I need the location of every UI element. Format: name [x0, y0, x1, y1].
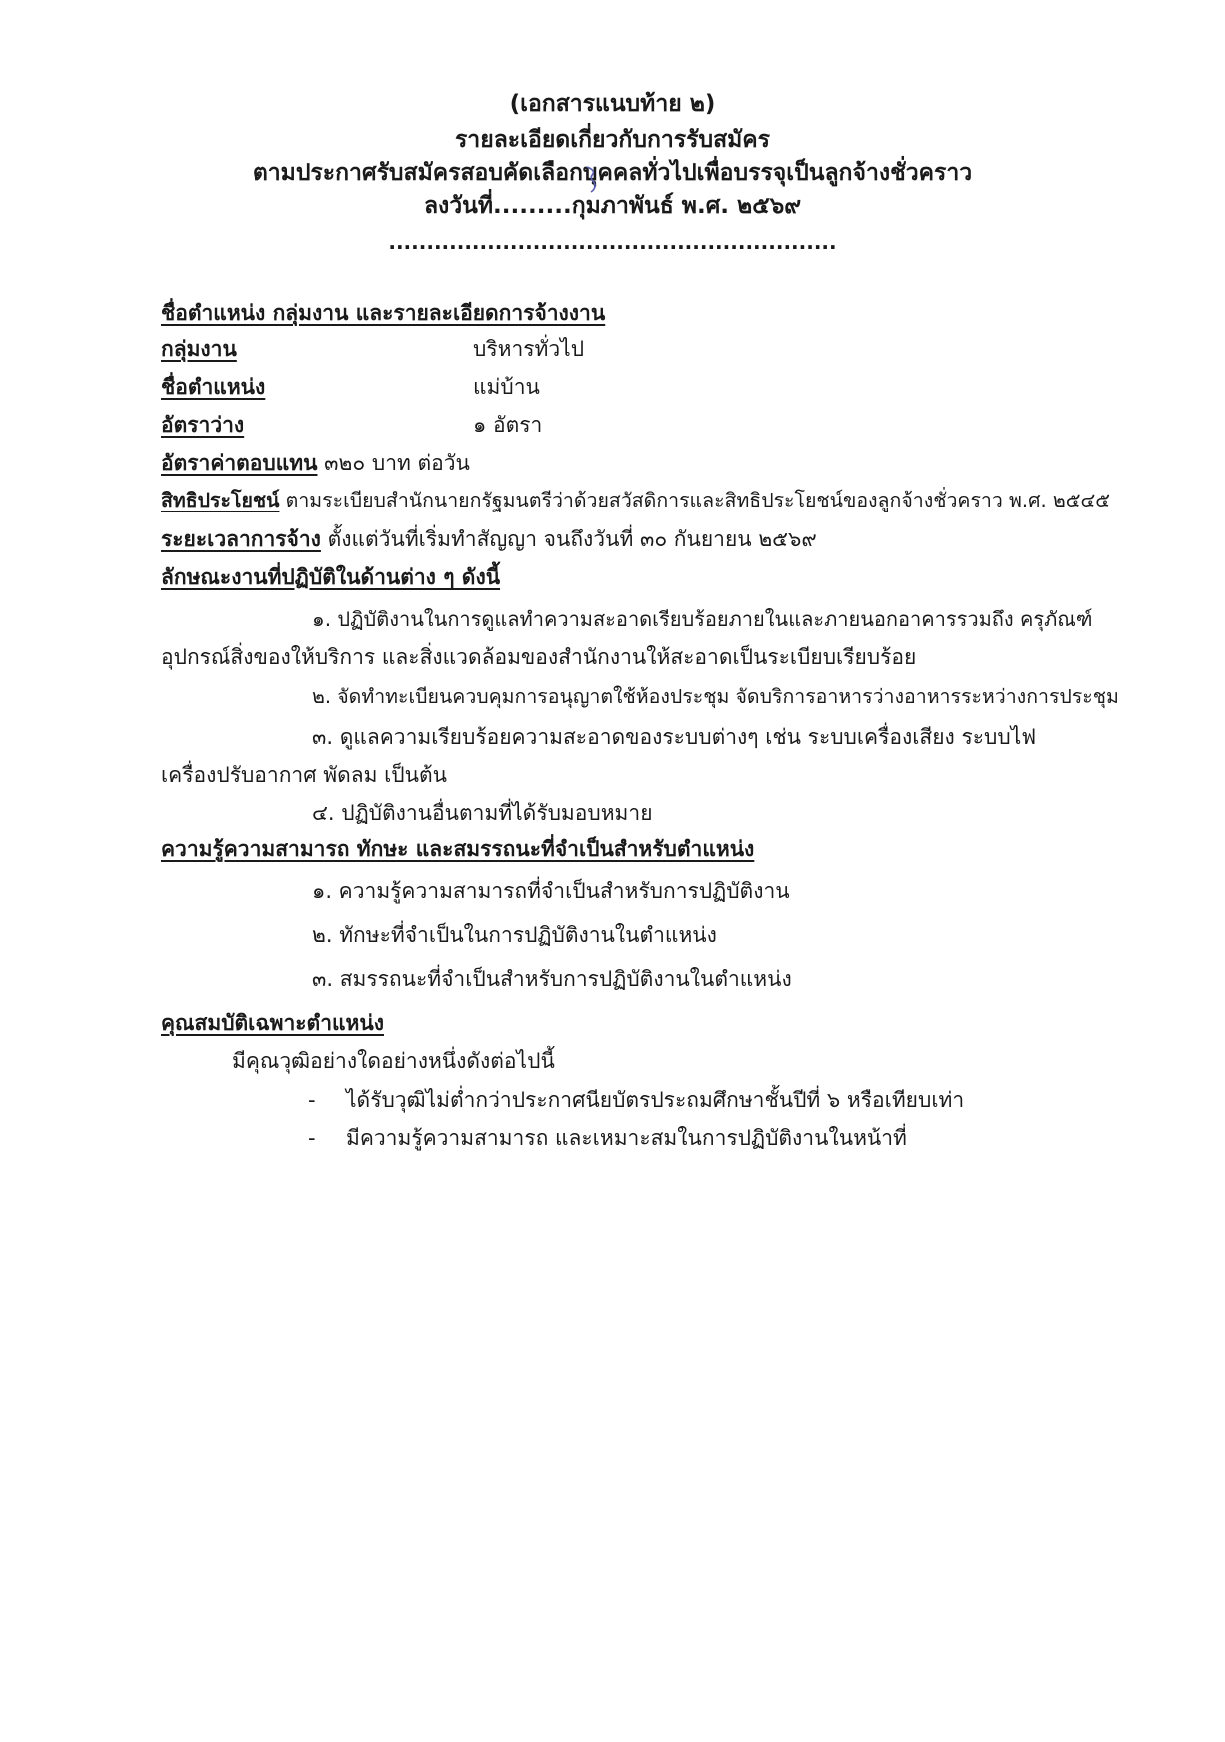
duty-item-1: ๑. ปฏิบัติงานในการดูแลทำความสะอาดเรียบร้อยภายในและภายนอกอาคารรวมถึง ครุภัณฑ์	[312, 607, 1093, 631]
announcement-title: ตามประกาศรับสมัครสอบคัดเลือกบุคคลทั่วไปเพื่อบรรจุเป็นลูกจ้างชั่วคราว	[252, 160, 973, 186]
competency-item-2: ๒. ทักษะที่จำเป็นในการปฏิบัติงานในตำแหน่ง	[312, 923, 717, 947]
pay-label: อัตราค่าตอบแทน	[161, 451, 318, 475]
handwritten-mark	[585, 164, 599, 194]
group-label: กลุ่มงาน	[161, 337, 237, 361]
qualification-heading: คุณสมบัติเฉพาะตำแหน่ง	[161, 1011, 384, 1035]
qualification-intro: มีคุณวุฒิอย่างใดอย่างหนึ่งดังต่อไปนี้	[232, 1049, 555, 1073]
group-value: บริหารทั่วไป	[473, 337, 585, 361]
vacancy-label: อัตราว่าง	[161, 413, 245, 437]
duty-item-4: ๔. ปฏิบัติงานอื่นตามที่ได้รับมอบหมาย	[312, 801, 653, 825]
vacancy-value: ๑ อัตรา	[473, 413, 543, 437]
competency-item-1: ๑. ความรู้ความสามารถที่จำเป็นสำหรับการปฏิบัติงาน	[312, 879, 790, 903]
title-value: แม่บ้าน	[473, 375, 540, 399]
group-row	[161, 332, 1161, 366]
attachment-label: (เอกสารแนบท้าย ๒)	[509, 91, 716, 117]
duty-item-3: ๓. ดูแลความเรียบร้อยความสะอาดของระบบต่างๆ เช่น ระบบเครื่องเสียง ระบบไฟ	[312, 725, 1037, 749]
title-row	[161, 370, 1161, 404]
vacancy-row	[161, 408, 1161, 442]
term-label: ระยะเวลาการจ้าง	[161, 527, 321, 551]
benefit-value: ตามระเบียบสำนักนายกรัฐมนตรีว่าด้วยสวัสดิการและสิทธิประโยชน์ของลูกจ้างชั่วคราว พ.ศ. ๒๕๔๕	[285, 489, 1110, 512]
qualification-item-2: มีความรู้ความสามารถ และเหมาะสมในการปฏิบัติงานในหน้าที่	[346, 1126, 907, 1150]
qualification-bullet-2: -	[308, 1126, 316, 1150]
term-value: ตั้งแต่วันที่เริ่มทำสัญญา จนถึงวันที่ ๓๐ กันยายน ๒๕๖๙	[327, 527, 817, 551]
competency-heading: ความรู้ความสามารถ ทักษะ และสมรรถนะที่จำเป็นสำหรับตำแหน่ง	[161, 837, 755, 861]
position-heading: ชื่อตำแหน่ง กลุ่มงาน และรายละเอียดการจ้างงาน	[161, 301, 606, 325]
document-title: รายละเอียดเกี่ยวกับการรับสมัคร	[454, 127, 771, 153]
term-row	[161, 522, 817, 556]
qualification-bullet-1: -	[308, 1088, 316, 1112]
pay-value: ๓๒๐ บาท ต่อวัน	[324, 451, 470, 475]
duty-item-3-cont: เครื่องปรับอากาศ พัดลม เป็นต้น	[161, 763, 447, 787]
competency-item-3: ๓. สมรรถนะที่จำเป็นสำหรับการปฏิบัติงานในตำแหน่ง	[312, 967, 792, 991]
header-divider: ...........................................................	[388, 230, 837, 254]
duties-heading: ลักษณะงานที่ปฏิบัติในด้านต่าง ๆ ดังนี้	[161, 565, 501, 589]
duty-item-2: ๒. จัดทำทะเบียนควบคุมการอนุญาตใช้ห้องประชุม จัดบริการอาหารว่างอาหารระหว่างการประชุม	[312, 685, 1119, 708]
title-label: ชื่อตำแหน่ง	[161, 375, 266, 399]
benefit-row	[161, 484, 1110, 518]
benefit-label: สิทธิประโยชน์	[161, 489, 280, 512]
duty-item-1-cont: อุปกรณ์สิ่งของให้บริการ และสิ่งแวดล้อมของสำนักงานให้สะอาดเป็นระเบียบเรียบร้อย	[161, 645, 917, 669]
qualification-item-1: ได้รับวุฒิไม่ต่ำกว่าประกาศนียบัตรประถมศึกษาชั้นปีที่ ๖ หรือเทียบเท่า	[346, 1088, 965, 1112]
pay-row	[161, 446, 470, 480]
announcement-date: ลงวันที่.........กุมภาพันธ์ พ.ศ. ๒๕๖๙	[423, 193, 802, 219]
